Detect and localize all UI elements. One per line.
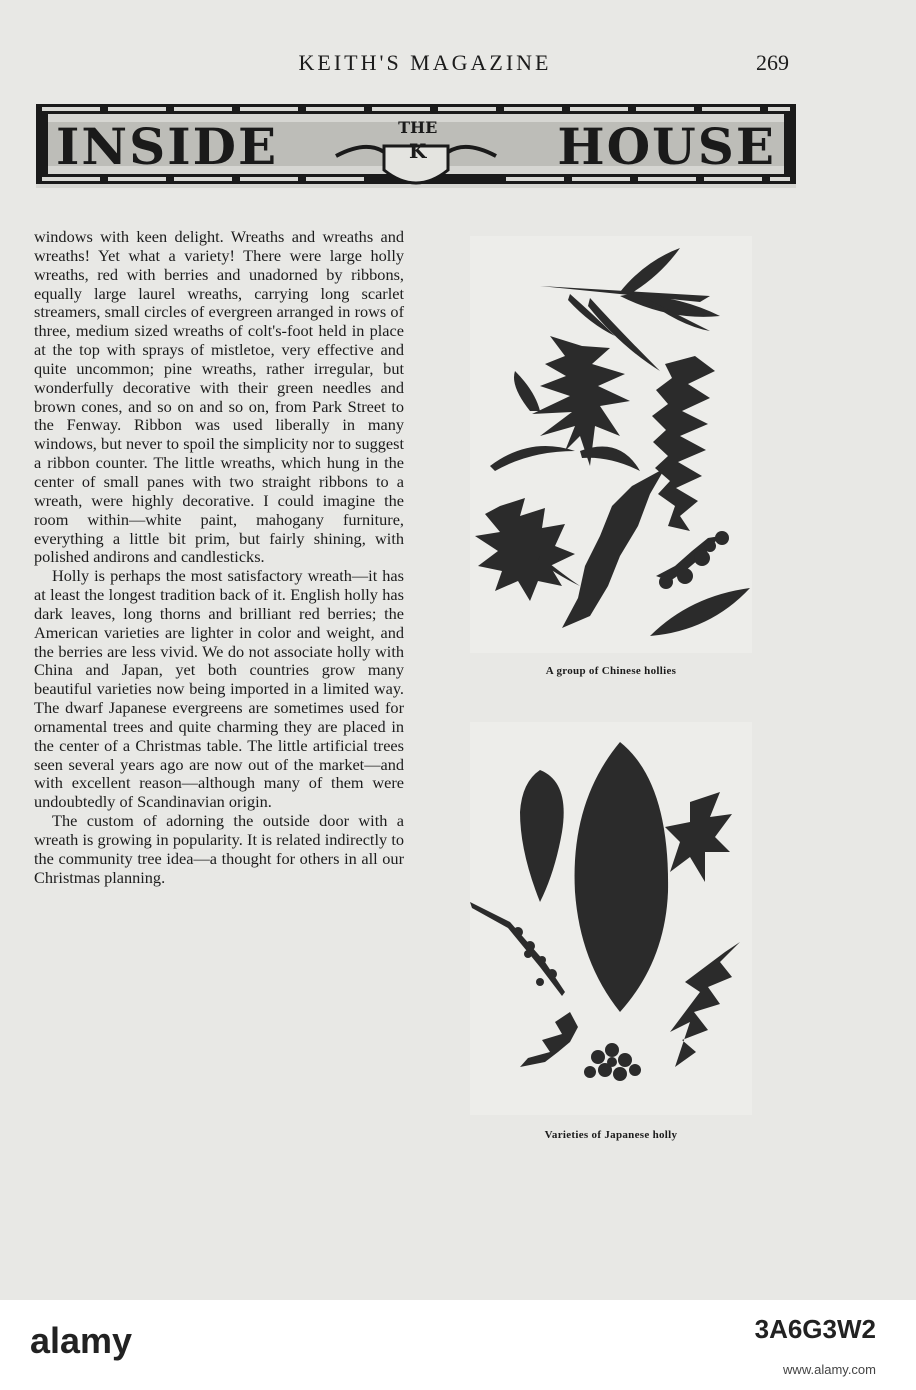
photo-japanese-holly xyxy=(470,722,752,1115)
banner-center xyxy=(363,118,473,174)
watermark-logo: alamy xyxy=(30,1320,133,1361)
paragraph: Holly is perhaps the most satisfactory wreath—it has at least the longest tradition back of it. English holly has dark leaves, long thorns and brilliant red berries; the American varieties are lighter in color and weight, and the berries are less vivid. We do not associate holly with China and Japan, yet both countries grow many beautiful varieties now being imported in a limited way. The dwarf Japanese evergreens are sometimes used for ornamental trees and quite charming they are placed in the center of a Christmas table. The little artificial trees seen several years ago are now out of the market—and with excellent reason—although many of them were undoubtedly of Scandinavian origin. xyxy=(34,566,404,812)
running-head: KEITH'S MAGAZINE xyxy=(298,50,552,75)
banner-monogram: K xyxy=(409,139,427,163)
paragraph: The custom of adorning the outside door with a wreath is growing in popularity. It is related indirectly to the community tree idea—a thought for others in all our Christmas planning. xyxy=(34,811,404,887)
article-text xyxy=(34,228,404,888)
watermark-footer xyxy=(0,1300,916,1390)
leaf-illustration xyxy=(470,236,752,653)
photo-chinese-hollies xyxy=(470,236,752,653)
banner-word-inside: INSIDE xyxy=(56,116,279,176)
figure-caption: A group of Chinese hollies xyxy=(545,665,677,677)
banner-word-the: THE xyxy=(398,118,438,137)
figure-caption: Varieties of Japanese holly xyxy=(544,1129,678,1141)
leaf-illustration xyxy=(470,722,752,1115)
banner-word-house: HOUSE xyxy=(557,116,776,176)
banner-title xyxy=(56,118,776,174)
watermark-image-id: 3A6G3W2 xyxy=(754,1314,876,1344)
watermark-url: www.alamy.com xyxy=(783,1362,876,1377)
paragraph: windows with keen delight. Wreaths and wreaths and wreaths! Yet what a variety! There were large holly wreaths, red with berries and unadorned by ribbons, equally large laurel wreaths, carrying long scarlet streamers, small circles of evergreen arranged in rows of three, medium sized wreaths of colt's-foot held in place at the top with sprays of mistletoe, very effective and quite uncommon; pine wreaths, rather irregular, but wonderfully decorative with their green needles and brown cones, and so on and so on, from Park Street to the Fenway. Ribbon was used liberally in many windows, but never to spoil the simplicity nor to suggest a ribbon counter. The little wreaths, which hung in the center of small panes with two straight ribbons to a wreath, were highly decorative. I could imagine the room within—white paint, mahogany furniture, everything a little bit prim, but fairly shining, with polished andirons and candlesticks. xyxy=(34,227,404,567)
page-number: 269 xyxy=(756,50,789,75)
section-banner xyxy=(36,104,796,188)
